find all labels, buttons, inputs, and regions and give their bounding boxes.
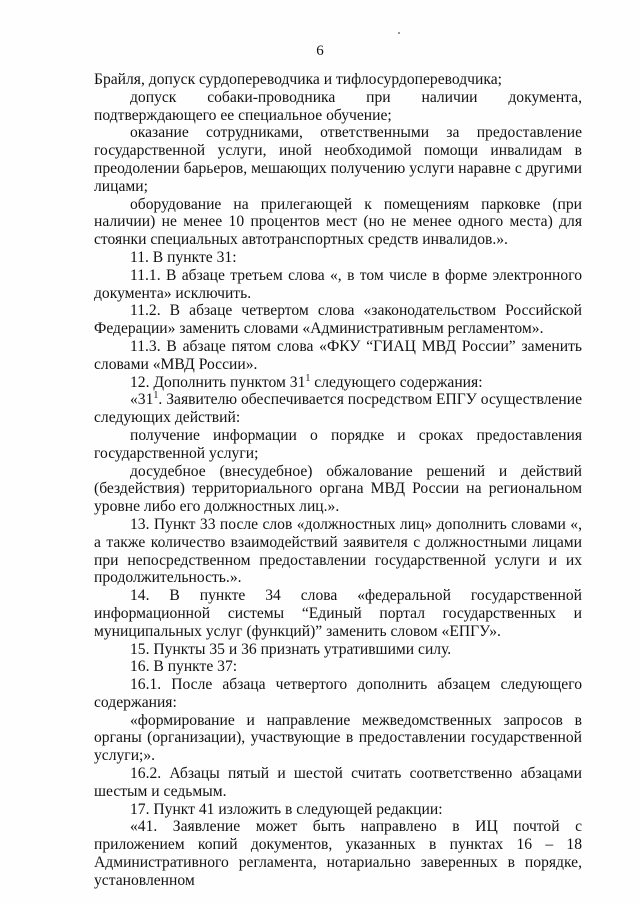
- paragraph: досудебное (внесудебное) обжалование решений и действий (бездействия) территориального органа МВД России на региональном уровне либо его должностных лиц.».: [94, 462, 582, 516]
- paragraph: [94, 391, 582, 427]
- paragraph: 11.3. В абзаце пятом слова «ФКУ “ГИАЦ МВД России” заменить словами «МВД России».: [94, 337, 582, 373]
- paragraph: 16. В пункте 37:: [130, 658, 238, 676]
- paragraph: 16.2. Абзацы пятый и шестой считать соответственно абзацами шестым и седьмым.: [94, 765, 582, 800]
- superscript: 1: [305, 372, 311, 384]
- paragraph: Брайля, допуск сурдопереводчика и тифлосурдопереводчика;: [94, 71, 502, 88]
- paragraph-text: 12. Дополнить пунктом 31: [130, 373, 306, 391]
- paragraph: 17. Пункт 41 изложить в следующей редакции:: [130, 800, 443, 818]
- page-number: 6: [316, 43, 324, 59]
- paragraph: [94, 374, 582, 392]
- paragraph: 16.1. После абзаца четвертого дополнить абзацем следующего содержания:: [94, 676, 582, 711]
- paragraph-text: следующего содержания:: [310, 373, 483, 391]
- paragraph: оказание сотрудниками, ответственными за предоставление государственной услуги, иной необходимой помощи инвалидам в преодолении барьеров, мешающих получению услуги наравне с другими лицами;: [94, 124, 582, 195]
- paragraph: «формирование и направление межведомственных запросов в органы (организации), участвующие в предоставлении государственной услуги;».: [94, 711, 582, 765]
- document-body: [94, 71, 582, 890]
- paragraph: 11.2. В абзаце четвертом слова «законодательством Российской Федерации» заменить словами «Административным регламентом».: [94, 302, 582, 338]
- scan-speck: [398, 32, 400, 34]
- paragraph: «41. Заявление может быть направлено в ИЦ почтой с приложением копий документов, указанных в пунктах 16 – 18 Административного регламента, нотариально заверенных в порядке, установленном: [94, 818, 582, 889]
- paragraph: 13. Пункт 33 после слов «должностных лиц» дополнить словами «, а также количество взаимодействий заявителя с должностными лицами при непосредственном предоставлении государственной услуги и их продолжительность.».: [94, 515, 582, 587]
- paragraph: 11.1. В абзаце третьем слова «, в том числе в форме электронного документа» исключить.: [94, 266, 582, 302]
- paragraph: 15. Пункты 35 и 36 признать утратившими силу.: [130, 640, 452, 658]
- paragraph: 14. В пункте 34 слова «федеральной государственной информационной системы “Единый портал государственных и муниципальных услуг (функций)” заменить словом «ЕПГУ».: [94, 587, 582, 640]
- paragraph: получение информации о порядке и сроках предоставления государственной услуги;: [94, 426, 582, 462]
- paragraph: оборудование на прилегающей к помещениям парковке (при наличии) не менее 10 процентов мест (но не менее одного места) для стоянки специальных автотранспортных средств инвалидов.».: [94, 195, 582, 249]
- paragraph: 11. В пункте 31:: [130, 248, 237, 266]
- paragraph-text: . Заявителю обеспечивается посредством ЕПГУ осуществление следующих действий:: [94, 391, 582, 427]
- paragraph-text: «31: [130, 391, 154, 409]
- paragraph: допуск собаки-проводника при наличии документа, подтверждающего ее специальное обучение;: [94, 88, 582, 124]
- superscript: 1: [153, 390, 159, 402]
